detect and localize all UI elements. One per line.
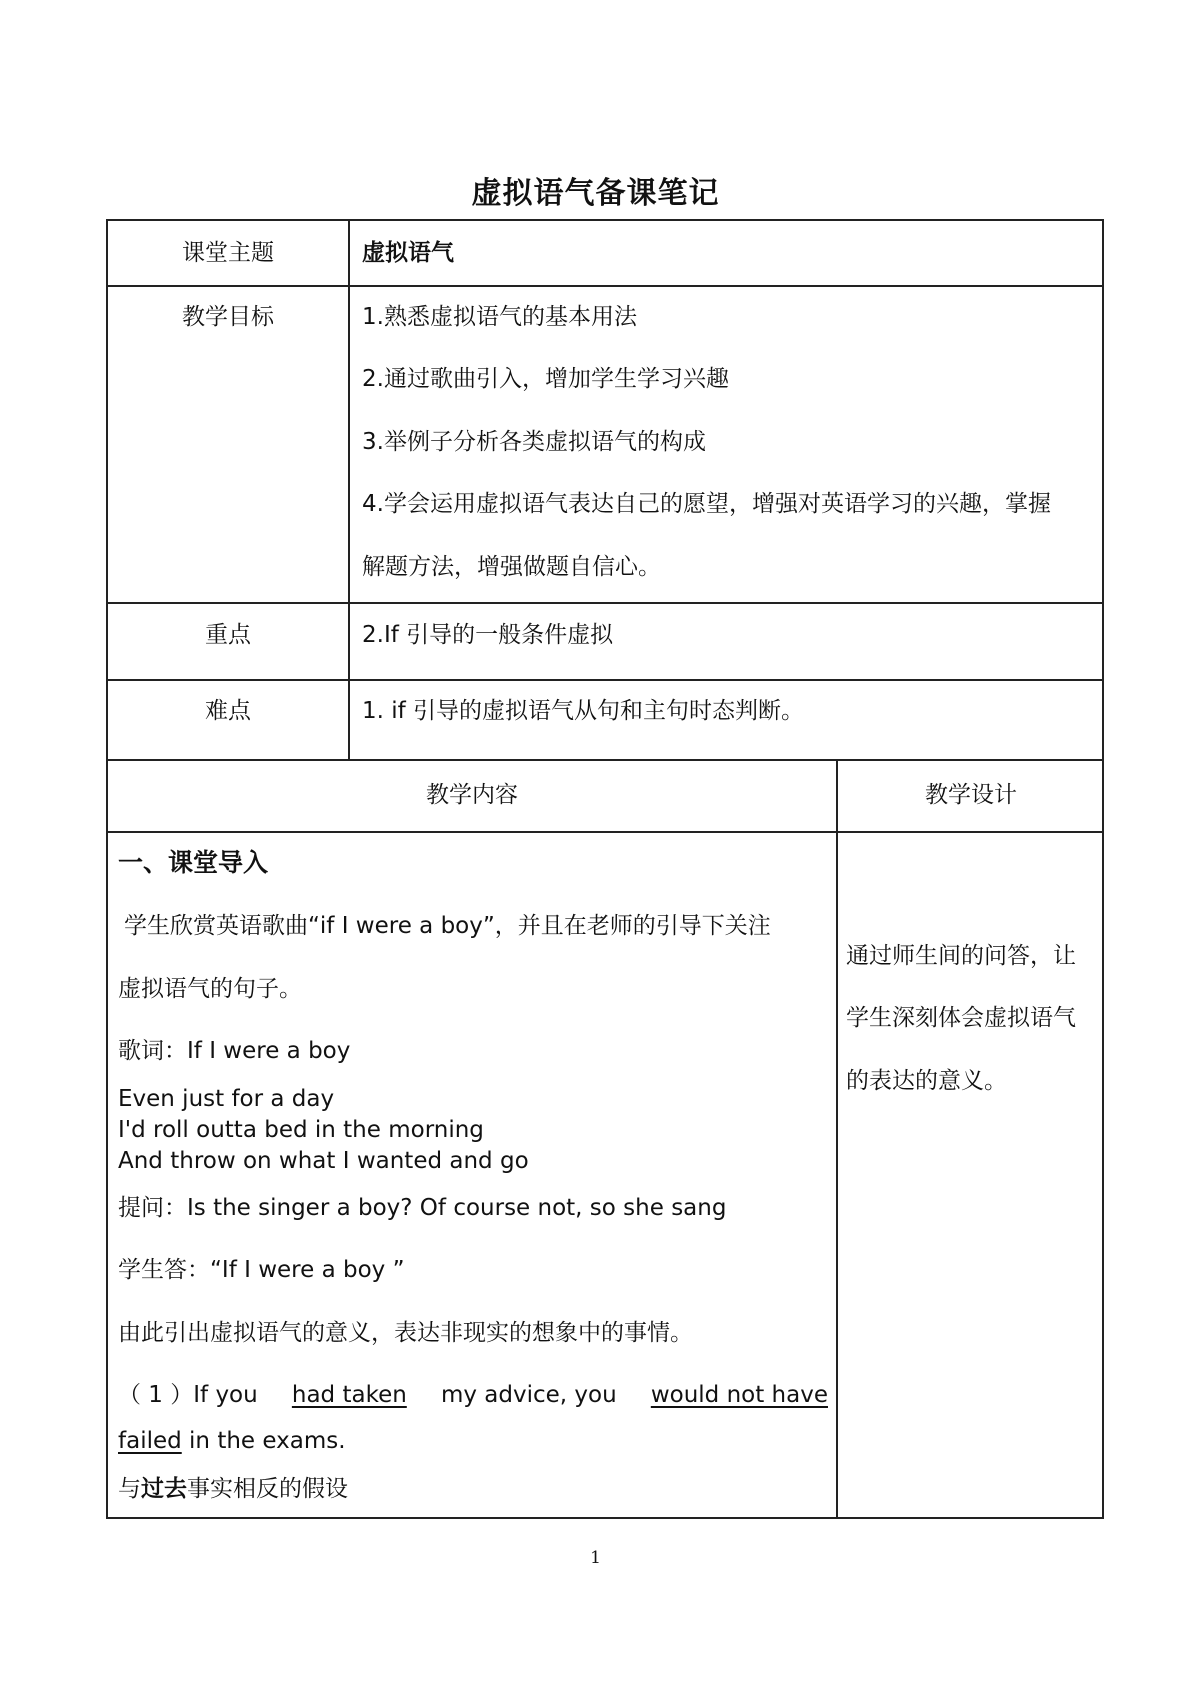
row-divider xyxy=(108,759,1102,761)
underlined-phrase: failed xyxy=(118,1428,182,1454)
difficulty-label: 难点 xyxy=(205,698,251,724)
content-header: 教学内容 xyxy=(426,782,518,808)
meaning-text: 由此引出虚拟语气的意义，表达非现实的想象中的事情。 xyxy=(118,1320,693,1346)
underlined-phrase: would not have xyxy=(650,1382,828,1408)
objective-item: 解题方法，增强做题自信心。 xyxy=(362,554,661,580)
intro-text: 学生欣赏英语歌曲“if I were a boy”，并且在老师的引导下关注 xyxy=(124,913,771,939)
lesson-plan-table xyxy=(106,219,1104,1519)
underlined-phrase: had taken xyxy=(291,1382,407,1408)
question-text: 提问：Is the singer a boy? Of course not, so she sang xyxy=(118,1195,727,1221)
lyrics-label: 歌词：If I were a boy xyxy=(118,1038,351,1064)
label-column-divider xyxy=(348,221,350,761)
past-note xyxy=(118,1476,348,1504)
row-divider xyxy=(108,831,1102,833)
topic-value: 虚拟语气 xyxy=(362,240,454,266)
row-divider xyxy=(108,602,1102,604)
key-point-value: 2.If 引导的一般条件虚拟 xyxy=(362,622,614,648)
lyrics-block xyxy=(118,1084,529,1177)
objectives-label: 教学目标 xyxy=(182,304,274,330)
design-header: 教学设计 xyxy=(925,782,1017,808)
topic-label: 课堂主题 xyxy=(182,240,274,266)
design-column-divider xyxy=(836,761,838,1519)
design-text: 学生深刻体会虚拟语气 xyxy=(846,1005,1076,1031)
lyric-line: Even just for a day xyxy=(118,1086,335,1112)
objective-item: 2.通过歌曲引入，增加学生学习兴趣 xyxy=(362,366,729,392)
document-title: 虚拟语气备课笔记 xyxy=(471,176,720,211)
intro-text: 虚拟语气的句子。 xyxy=(118,976,302,1002)
objective-item: 3.举例子分析各类虚拟语气的构成 xyxy=(362,429,706,455)
page-number: 1 xyxy=(590,1548,601,1568)
example-end: in the exams. xyxy=(189,1428,346,1454)
example-prefix: （ 1 ）If you xyxy=(118,1382,258,1408)
note-text: 事实相反的假设 xyxy=(187,1476,348,1502)
objective-item: 4.学会运用虚拟语气表达自己的愿望，增强对英语学习的兴趣，掌握 xyxy=(362,491,1051,517)
lyric-line: I'd roll outta bed in the morning xyxy=(118,1117,484,1143)
answer-text: 学生答：“If I were a boy ” xyxy=(118,1257,405,1283)
design-text: 通过师生间的问答，让 xyxy=(846,943,1076,969)
example-middle: my advice, you xyxy=(440,1382,617,1408)
row-divider xyxy=(108,285,1102,287)
lyric-line: And throw on what I wanted and go xyxy=(118,1148,529,1174)
note-text: 与 xyxy=(118,1476,141,1502)
section-title: 一、课堂导入 xyxy=(118,848,269,877)
design-text: 的表达的意义。 xyxy=(846,1068,1007,1094)
objective-item: 1.熟悉虚拟语气的基本用法 xyxy=(362,304,637,330)
note-emphasis: 过去 xyxy=(141,1476,187,1502)
row-divider xyxy=(108,679,1102,681)
key-point-label: 重点 xyxy=(205,622,251,648)
example-sentence-line2 xyxy=(118,1428,346,1456)
example-sentence-line1 xyxy=(118,1382,828,1410)
difficulty-value: 1. if 引导的虚拟语气从句和主句时态判断。 xyxy=(362,698,805,724)
